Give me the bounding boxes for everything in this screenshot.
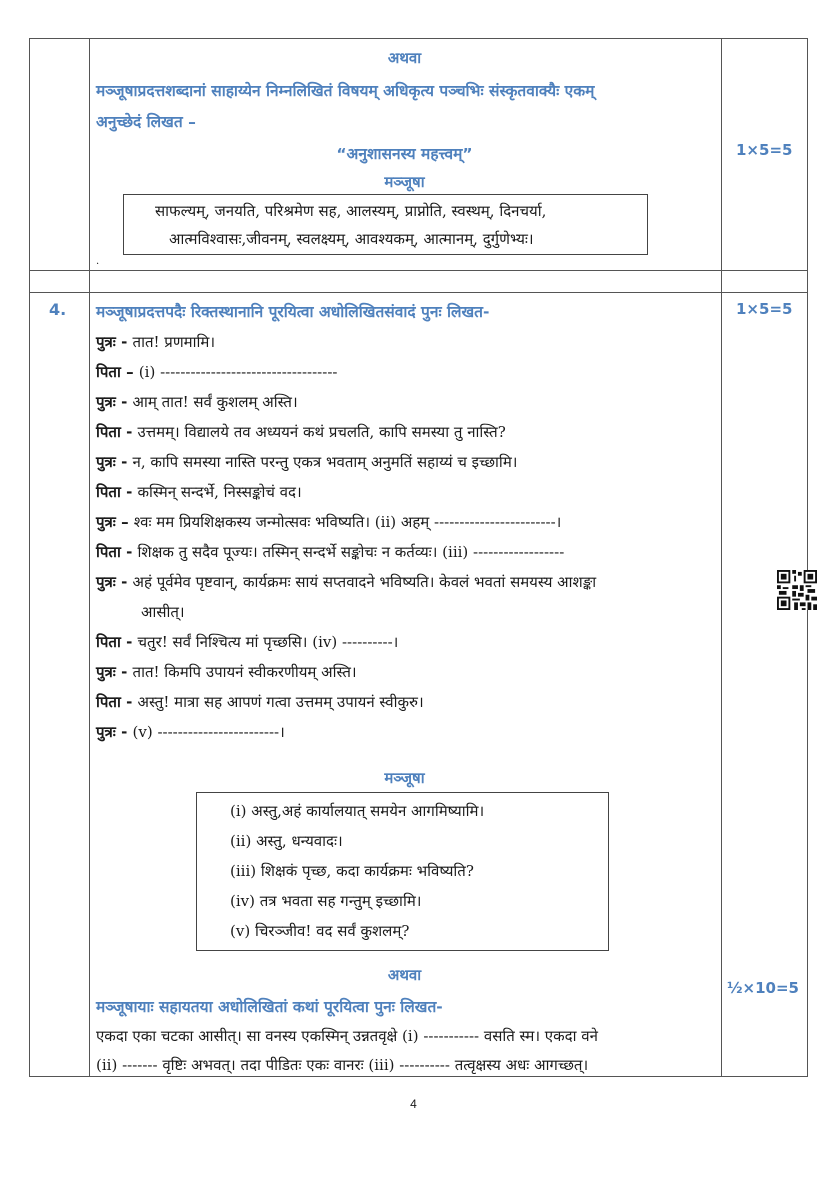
option-iv: (iv) तत्र भवता सह गन्तुम् इच्छामि।	[230, 892, 422, 910]
option-ii: (ii) अस्तु, धन्यवादः।	[230, 832, 343, 850]
word-box-line1: साफल्यम्, जनयति, परिश्रमेण सह, आलस्यम्, प्राप्नोति, स्वस्थम्, दिनचर्या,	[155, 202, 547, 220]
option-iii: (iii) शिक्षकं पृच्छ, कदा कार्यक्रमः भविष्यति?	[230, 862, 474, 880]
dialogue-text: तात! किमपि उपायनं स्वीकरणीयम् अस्ति।	[132, 663, 357, 681]
dialogue-separator: -	[115, 453, 133, 471]
dialogue-line	[96, 542, 564, 562]
dialogue-speaker: पिता	[96, 693, 121, 711]
manjusha-label-q4: मञ्जूषा	[384, 769, 425, 787]
row-divider-1	[30, 270, 807, 271]
dialogue-separator: -	[115, 573, 133, 591]
dialogue-separator: -	[115, 663, 133, 681]
dialogue-text: शिक्षक तु सदैव पूज्यः। तस्मिन् सन्दर्भे सङ्कोचः न कर्तव्यः। (iii) ------------------	[137, 543, 565, 561]
dialogue-line	[96, 572, 596, 592]
dialogue-separator: -	[120, 483, 138, 501]
dialogue-text: कस्मिन् सन्दर्भे, निस्सङ्कोचं वद।	[137, 483, 302, 501]
column-divider-marks	[721, 39, 722, 1076]
dialogue-speaker: पुत्रः	[96, 333, 116, 351]
dialogue-text: (v) ------------------------।	[132, 723, 285, 741]
question-number-4: 4.	[49, 300, 67, 319]
dialogue-line	[96, 692, 424, 712]
story-instruction: मञ्जूषायाः सहायतया अधोलिखितां कथां पूरयित्वा पुनः लिखत-	[96, 998, 443, 1016]
dialogue-line	[96, 662, 357, 682]
dialogue-text: उत्तमम्। विद्यालये तव अध्ययनं कथं प्रचलति, कापि समस्या तु नास्ति?	[137, 423, 506, 441]
dialogue-text: (i) -----------------------------------	[138, 363, 338, 381]
athava-heading-b: अथवा	[387, 966, 422, 984]
dialogue-speaker: पिता	[96, 483, 121, 501]
dialogue-text: अस्तु! मात्रा सह आपणं गत्वा उत्तमम् उपायनं स्वीकुरु।	[137, 693, 424, 711]
column-divider-number	[89, 39, 90, 1076]
dialogue-separator: -	[120, 543, 138, 561]
row-divider-2	[30, 292, 807, 293]
dialogue-line	[96, 632, 398, 652]
dialogue-text: श्वः मम प्रियशिक्षकस्य जन्मोत्सवः भविष्यति। (ii) अहम् ------------------------।	[133, 513, 562, 531]
dialogue-line	[96, 722, 285, 742]
options-box	[196, 792, 609, 951]
dialogue-speaker: पुत्रः	[96, 573, 116, 591]
dialogue-line	[96, 422, 506, 442]
dialogue-separator: –	[115, 513, 134, 531]
dialogue-speaker: पुत्रः	[96, 723, 116, 741]
dialogue-speaker: पुत्रः	[96, 453, 116, 471]
dialogue-speaker: पिता	[96, 423, 121, 441]
word-box-line2: आत्मविश्वासः,जीवनम्, स्वलक्ष्यम्, आवश्यकम्, आत्मानम्, दुर्गुणेभ्यः।	[169, 230, 534, 248]
story-line2: (ii) ------- वृष्टिः अभवत्। तदा पीडितः एकः वानरः (iii) ---------- तत्वृक्षस्य अधः आगच्छत्।	[96, 1056, 589, 1074]
stray-dot: .	[96, 256, 100, 267]
dialogue-speaker: पिता	[96, 363, 121, 381]
dialogue-separator: -	[120, 633, 138, 651]
dialogue-text: अहं पूर्वमेव पृष्टवान्, कार्यक्रमः सायं सप्तवादने भविष्यति। केवलं भवतां समयस्य आशङ्का	[132, 573, 597, 591]
dialogue-speaker: पुत्रः	[96, 663, 116, 681]
dialogue-separator: -	[115, 393, 133, 411]
option-i: (i) अस्तु,अहं कार्यालयात् समयेन आगमिष्यामि।	[230, 802, 485, 820]
dialogue-separator: –	[120, 363, 139, 381]
dialogue-text: तात! प्रणमामि।	[132, 333, 216, 351]
dialogue-speaker: पुत्रः	[96, 513, 116, 531]
option-v: (v) चिरञ्जीव! वद सर्वं कुशलम्?	[230, 922, 410, 940]
qr-code-icon	[777, 570, 817, 610]
dialogue-speaker: पिता	[96, 543, 121, 561]
dialogue-text: न, कापि समस्या नास्ति परन्तु एकत्र भवताम् अनुमतिं सहाय्यं च इच्छामि।	[132, 453, 518, 471]
marks-section-b: ½×10=5	[727, 979, 799, 997]
dialogue-text: आसीत्।	[141, 603, 185, 621]
marks-section-a: 1×5=5	[736, 141, 793, 159]
dialogue-text: आम् तात! सर्वं कुशलम् अस्ति।	[132, 393, 298, 411]
dialogue-line	[96, 482, 302, 502]
athava-heading: अथवा	[387, 49, 422, 67]
dialogue-line	[96, 452, 517, 472]
dialogue-line	[96, 332, 215, 352]
paragraph-topic: “अनुशासनस्य महत्त्वम्”	[336, 145, 473, 163]
dialogue-text: चतुर! सर्वं निश्चित्य मां पृच्छसि। (iv) ----------।	[137, 633, 399, 651]
dialogue-line	[96, 392, 298, 412]
dialogue-speaker: पिता	[96, 633, 121, 651]
dialogue-speaker: पुत्रः	[96, 393, 116, 411]
question-4-instruction: मञ्जूषाप्रदत्तपदैः रिक्तस्थानानि पूरयित्वा अधोलिखितसंवादं पुनः लिखत-	[96, 303, 490, 321]
dialogue-separator: -	[120, 693, 138, 711]
dialogue-separator: -	[115, 723, 133, 741]
dialogue-line	[141, 602, 185, 622]
manjusha-label-a: मञ्जूषा	[384, 173, 425, 191]
marks-question-4: 1×5=5	[736, 300, 793, 318]
page-number: 4	[410, 1097, 417, 1111]
dialogue-separator: -	[115, 333, 133, 351]
dialogue-line	[96, 512, 561, 532]
dialogue-separator: -	[120, 423, 138, 441]
dialogue-line	[96, 362, 337, 382]
paragraph-instruction-line2: अनुच्छेदं लिखत –	[96, 113, 196, 131]
paragraph-instruction-line1: मञ्जूषाप्रदत्तशब्दानां साहाय्येन निम्नलिखितं विषयम् अधिकृत्य पञ्चभिः संस्कृतवाक्यैः एकम्	[96, 82, 595, 100]
story-line1: एकदा एका चटका आसीत्। सा वनस्य एकस्मिन् उन्नतवृक्षे (i) ----------- वसति स्म। एकदा वने	[96, 1027, 598, 1045]
word-box-a	[123, 194, 648, 255]
